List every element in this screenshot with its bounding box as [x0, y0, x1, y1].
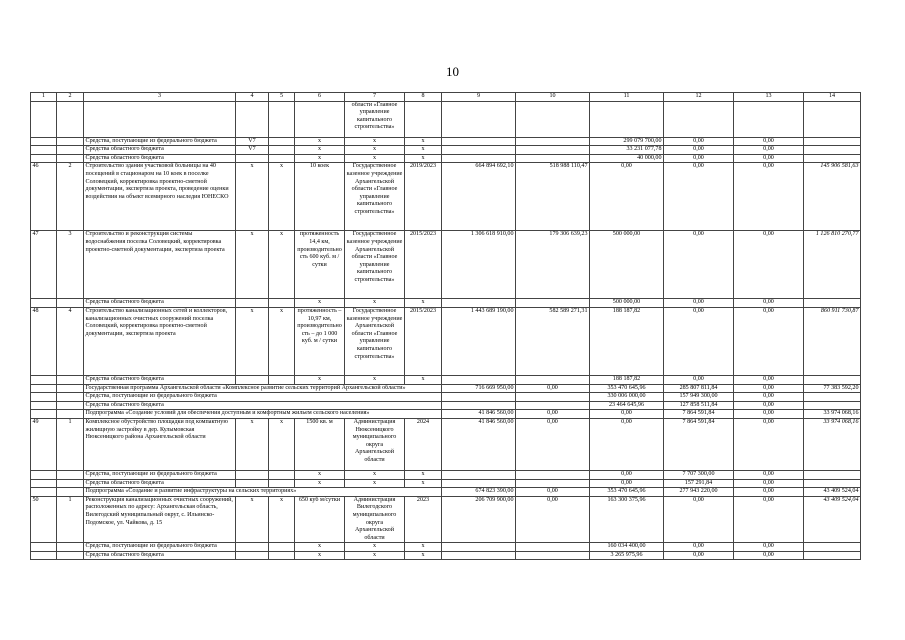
column-number: 1 [31, 93, 57, 102]
program-total-row: Государственная программа Архангельской области «Комплексное развитие сельских территорий Архангельской области» 716 669 950,00 0,00 353 470 645,96 285 807 811,84 0,00 77 383 592,20 [31, 384, 861, 393]
column-number: 5 [269, 93, 295, 102]
project-row: 49 1 Комплексное обустройство площадки под компактную жилищную застройку в дер. Кулымовская Нюксеницкого района Архангельской области х х 1500 кв. м Администрация Нюксеницкого муниципального округа Архангельской области 2024 41 846 560,00 0,00 0,00 7 864 591,84 0,00 33 974 068,16 [31, 418, 861, 470]
responsible-cell: Администрация Вилегодского муниципального округа Архангельской области [345, 496, 405, 543]
funding-row: Средства, поступающие из федерального бюджета 330 006 000,00 157 949 300,00 0,00 [31, 393, 861, 402]
subprogram-name: Подпрограмма «Создание условий для обеспечения доступным и комфортным жильем сельского населения» [84, 410, 442, 419]
column-number-row [31, 93, 861, 102]
column-number: 12 [664, 93, 734, 102]
funding-source: Средства областного бюджета [84, 479, 236, 488]
funding-row: Средства областного бюджета х х х 188 187,82 0,00 0,00 [31, 375, 861, 384]
responsible-cell: Государственное казенное учреждение Архангельской области «Главное управление капитального строительства» [345, 231, 405, 299]
funding-row: Средства, поступающие из федерального бюджета V7 х х х 299 079 700,00 0,00 0,00 [31, 137, 861, 146]
funding-source: Средства областного бюджета [84, 146, 236, 155]
responsible-cell: области «Главное управление капитального строительства» [345, 101, 405, 137]
funding-source: Средства, поступающие из федерального бюджета [84, 543, 236, 552]
table-row [31, 101, 861, 137]
project-name: Строительство и реконструкция системы водоснабжения поселка Соловецкий, корректировка проектно-сметной документации, экспертиза проекта [84, 231, 236, 299]
project-name: Строительство здания участковой больницы на 40 посещений в стационаром на 10 коек в поселке Соловецкий, корректировка проектно-сметной документации, экспертиза проекта, проведение оценки воздействия на объект всемирного наследия ЮНЕСКО [84, 163, 236, 231]
budget-table [30, 92, 861, 560]
funding-source: Средства, поступающие из федерального бюджета [84, 393, 442, 402]
column-number: 10 [516, 93, 590, 102]
project-row: 48 4 Строительство канализационных сетей и коллекторов, канализационных очистных сооружений поселка Соловецкий, корректировка проектно-сметной документации, экспертиза проекта х х протяженность – 10,97 км, производительность – до 1 000 куб. м / сутки Государственное казенное учреждение Архангельской области «Главное управление капитального строительства» 2015/2023 1 443 689 190,00 582 589 271,31 188 187,82 0,00 0,00 860 911 730,87 [31, 307, 861, 375]
funding-source: Средства областного бюджета [84, 154, 236, 163]
funding-source: Средства, поступающие из федерального бюджета [84, 470, 236, 479]
responsible-cell: Государственное казенное учреждение Архангельской области «Главное управление капитального строительства» [345, 163, 405, 231]
responsible-cell: Администрация Нюксеницкого муниципального округа Архангельской области [345, 418, 405, 470]
subprogram-name: Подпрограмма «Создание и развитие инфраструктуры на сельских территориях» [84, 488, 442, 497]
subprogram-total-row: Подпрограмма «Создание условий для обеспечения доступным и комфортным жильем сельского населения» 41 846 560,00 0,00 0,00 7 864 591,84 0,00 33 974 068,16 [31, 410, 861, 419]
funding-source: Средства областного бюджета [84, 375, 236, 384]
funding-row: Средства областного бюджета х х х 0,00 157 291,84 0,00 [31, 479, 861, 488]
program-name: Государственная программа Архангельской области «Комплексное развитие сельских территорий Архангельской области» [84, 384, 442, 393]
column-number: 3 [84, 93, 236, 102]
column-number: 9 [442, 93, 516, 102]
funding-row: Средства областного бюджета х х х 40 000,00 0,00 0,00 [31, 154, 861, 163]
funding-source: Средства областного бюджета [84, 551, 236, 560]
column-number: 14 [804, 93, 861, 102]
funding-row: Средства областного бюджета V7 х х х 33 231 077,78 0,00 0,00 [31, 146, 861, 155]
column-number: 4 [236, 93, 269, 102]
funding-row: Средства областного бюджета х х х 500 000,00 0,00 0,00 [31, 299, 861, 308]
funding-row: Средства, поступающие из федерального бюджета х х х 160 034 400,00 0,00 0,00 [31, 543, 861, 552]
column-number: 8 [405, 93, 442, 102]
page-number: 10 [446, 64, 459, 79]
column-number: 11 [590, 93, 664, 102]
column-number: 6 [295, 93, 345, 102]
project-name: Реконструкция канализационных очистных сооружений, расположенных по адресу: Архангельская область, Вилегодский муниципальный округ, с. Ильинско-Подомское, ул. Чайкова, д. 15 [84, 496, 236, 543]
funding-row: Средства, поступающие из федерального бюджета х х х 0,00 7 707 300,00 0,00 [31, 470, 861, 479]
funding-source: Средства областного бюджета [84, 401, 442, 410]
funding-row: Средства областного бюджета 23 464 645,96 127 858 511,84 0,00 [31, 401, 861, 410]
subprogram-total-row: Подпрограмма «Создание и развитие инфраструктуры на сельских территориях» 674 823 390,00 0,00 353 470 645,96 277 943 220,00 0,00 43 409 524,04 [31, 488, 861, 497]
project-name: Строительство канализационных сетей и коллекторов, канализационных очистных сооружений поселка Соловецкий, корректировка проектно-сметной документации, экспертиза проекта [84, 307, 236, 375]
column-number: 13 [734, 93, 804, 102]
responsible-cell: Государственное казенное учреждение Архангельской области «Главное управление капитального строительства» [345, 307, 405, 375]
funding-row: Средства областного бюджета х х х 3 265 975,96 0,00 0,00 [31, 551, 861, 560]
funding-source: Средства, поступающие из федерального бюджета [84, 137, 236, 146]
funding-source: Средства областного бюджета [84, 299, 236, 308]
project-row: 50 1 Реконструкция канализационных очистных сооружений, расположенных по адресу: Архангельская область, Вилегодский муниципальный округ, с. Ильинско-Подомское, ул. Чайкова, д. 15 х х 650 куб м/сутки Администрация Вилегодского муниципального округа Архангельской области 2023 206 709 900,00 0,00 163 300 375,96 0,00 0,00 43 409 524,04 [31, 496, 861, 543]
column-number: 2 [57, 93, 84, 102]
project-row: 46 2 Строительство здания участковой больницы на 40 посещений в стационаром на 10 коек в поселке Соловецкий, корректировка проектно-сметной документации, экспертиза проекта, проведение оценки воздействия на объект всемирного наследия ЮНЕСКО х х 10 коек Государственное казенное учреждение Архангельской области «Главное управление капитального строительства» 2019/2023 664 894 692,10 518 988 110,47 0,00 0,00 0,00 145 906 581,63 [31, 163, 861, 231]
project-name: Комплексное обустройство площадки под компактную жилищную застройку в дер. Кулымовская Нюксеницкого района Архангельской области [84, 418, 236, 470]
project-row: 47 3 Строительство и реконструкция системы водоснабжения поселка Соловецкий, корректировка проектно-сметной документации, экспертиза проекта х х протяженность 14,4 км, производительность 600 куб. м / сутки Государственное казенное учреждение Архангельской области «Главное управление капитального строительства» 2015/2023 1 306 618 910,00 179 306 639,23 500 000,00 0,00 0,00 1 126 810 270,77 [31, 231, 861, 299]
column-number: 7 [345, 93, 405, 102]
